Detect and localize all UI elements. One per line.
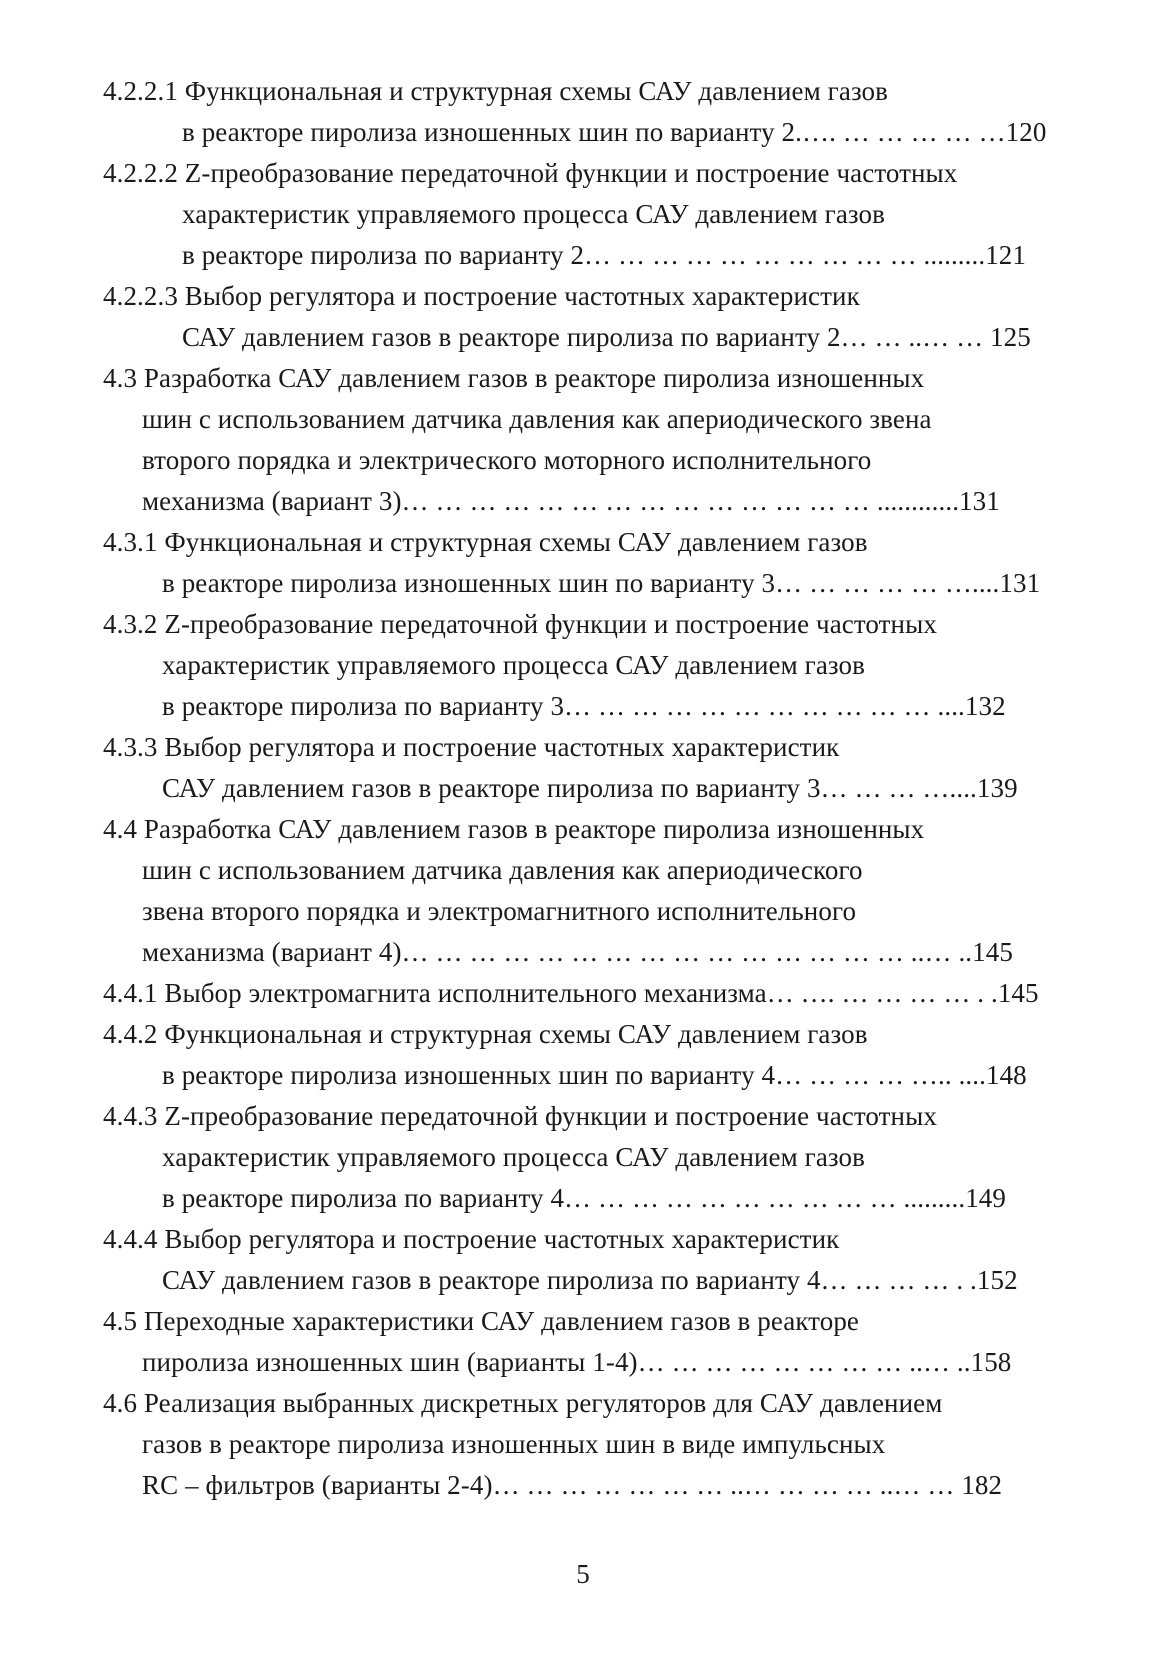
- toc-entry-4-3-1-line-2: в реакторе пиролиза изношенных шин по варианту 3… … … … … …....131: [162, 568, 1041, 598]
- toc-entry-4-3-line-2: шин с использованием датчика давления как апериодического звена: [142, 404, 932, 434]
- toc-entry-4-2-2-3-line-1: 4.2.2.3 Выбор регулятора и построение частотных характеристик: [103, 281, 860, 311]
- toc-entry-4-4-2-line-2: в реакторе пиролиза изношенных шин по варианту 4… … … … ….. ....148: [162, 1060, 1027, 1090]
- toc-entry-4-3-1-line-1: 4.3.1 Функциональная и структурная схемы САУ давлением газов: [103, 527, 868, 557]
- toc-entry-4-5-line-2: пиролиза изношенных шин (варианты 1-4)… … … … … … … … ..… ..158: [142, 1347, 1012, 1377]
- toc-entry-4-4-line-1: 4.4 Разработка САУ давлением газов в реакторе пиролиза изношенных: [103, 814, 925, 844]
- toc-entry-4-4-line-4: механизма (вариант 4)… … … … … … … … … … … … … … … ..… ..145: [142, 937, 1013, 967]
- toc-entry-4-6-line-3: RC – фильтров (варианты 2-4)… … … … … … … ..… … … … ..… … 182: [142, 1470, 1003, 1500]
- toc-entry-4-2-2-3-line-2: САУ давлением газов в реакторе пиролиза по варианту 2… … ..… … 125: [182, 322, 1031, 352]
- toc-entry-4-4-4-line-2: САУ давлением газов в реакторе пиролиза по варианту 4… … … … . .152: [162, 1265, 1018, 1295]
- toc-entry-4-3-line-4: механизма (вариант 3)… … … … … … … … … … … … … … ............131: [142, 486, 1000, 516]
- toc-entry-4-6-line-1: 4.6 Реализация выбранных дискретных регуляторов для САУ давлением: [103, 1388, 943, 1418]
- toc-entry-4-3-line-1: 4.3 Разработка САУ давлением газов в реакторе пиролиза изношенных: [103, 363, 925, 393]
- toc-entry-4-2-2-1-line-2: в реакторе пиролиза изношенных шин по варианту 2.…. … … … … …120: [182, 117, 1047, 147]
- toc-entry-4-3-3-line-2: САУ давлением газов в реакторе пиролиза по варианту 3… … … …....139: [162, 773, 1018, 803]
- toc-entry-4-4-3-line-3: в реакторе пиролиза по варианту 4… … … … … … … … … … .........149: [162, 1183, 1007, 1213]
- toc-entry-4-4-2-line-1: 4.4.2 Функциональная и структурная схемы САУ давлением газов: [103, 1019, 868, 1049]
- toc-entry-4-4-4-line-1: 4.4.4 Выбор регулятора и построение частотных характеристик: [103, 1224, 840, 1254]
- toc-entry-4-6-line-2: газов в реакторе пиролиза изношенных шин в виде импульсных: [142, 1429, 886, 1459]
- toc-entry-4-2-2-1-line-1: 4.2.2.1 Функциональная и структурная схемы САУ давлением газов: [103, 76, 888, 106]
- toc-entry-4-3-3-line-1: 4.3.3 Выбор регулятора и построение частотных характеристик: [103, 732, 840, 762]
- toc-entry-4-2-2-2-line-2: характеристик управляемого процесса САУ давлением газов: [182, 199, 885, 229]
- toc-entry-4-2-2-2-line-1: 4.2.2.2 Z-преобразование передаточной функции и построение частотных: [103, 158, 958, 188]
- toc-entry-4-4-1: 4.4.1 Выбор электромагнита исполнительного механизма… …. … … … … . .145: [103, 978, 1039, 1008]
- toc-entry-4-3-line-3: второго порядка и электрического моторного исполнительного: [142, 445, 872, 475]
- toc-entry-4-5-line-1: 4.5 Переходные характеристики САУ давлением газов в реакторе: [103, 1306, 860, 1336]
- toc-entry-4-4-3-line-1: 4.4.3 Z-преобразование передаточной функции и построение частотных: [103, 1101, 937, 1131]
- toc-entry-4-4-line-3: звена второго порядка и электромагнитного исполнительного: [142, 896, 857, 926]
- toc-entry-4-3-2-line-3: в реакторе пиролиза по варианту 3… … … … … … … … … … … ....132: [162, 691, 1006, 721]
- toc-entry-4-3-2-line-2: характеристик управляемого процесса САУ давлением газов: [162, 650, 865, 680]
- toc-entry-4-4-3-line-2: характеристик управляемого процесса САУ давлением газов: [162, 1142, 865, 1172]
- toc-entry-4-3-2-line-1: 4.3.2 Z-преобразование передаточной функции и построение частотных: [103, 609, 937, 639]
- page-number: 5: [576, 1559, 590, 1589]
- toc-entry-4-2-2-2-line-3: в реакторе пиролиза по варианту 2… … … … … … … … … … .........121: [182, 240, 1027, 270]
- toc-entry-4-4-line-2: шин с использованием датчика давления как апериодического: [142, 855, 863, 885]
